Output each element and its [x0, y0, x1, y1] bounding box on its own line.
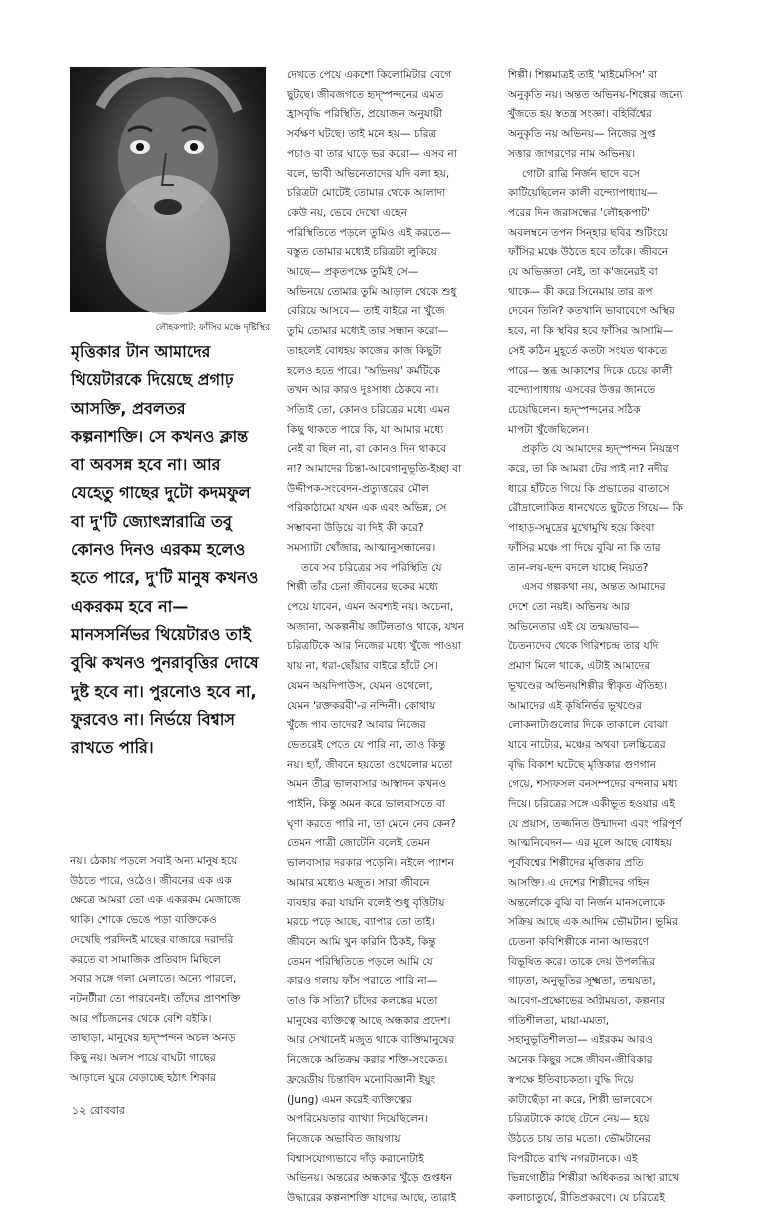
- paragraph: শিল্পী। শিল্পমাত্রই তাই 'মাইমেসিস' বা অনুকৃতি নয়। অন্তত অভিনয়-শিল্পের জন্যে খুঁজতে হয় স্বতন্ত্র সংজ্ঞা। বহির্বিশ্বের অনুকৃতি নয় অভিনয়— নিজের সুপ্ত সত্তার জাগরণের নাম অভিনয়।: [508, 69, 683, 160]
- article-column-middle: [287, 66, 497, 1205]
- paragraph: নয়। ঠেকায় পড়লে সবাই অন্য মানুষ হয়ে উঠতে পারে, ওঠেও। জীবনের এক এক ক্ষেত্রে আমরা তো এক একরকম মেজাজে থাকি। শোকে ভেঙে পড়া ব্যক্তিকেও দেখেছি পরদিনই মাছের বাজারে দরাদরি করতে বা সামাজিক প্রতিবাদ মিছিলে সবার সঙ্গে গলা মেলাতে। অন্যে পারলে, নটনটীরা তো পারবেনই। তাঁদের প্রাণশক্তি আর পাঁচজনের থেকে বেশি বইকি। তাছাড়া, মানুষের হৃদ্স্পন্দন অচল অনড় কিছু নয়। অলস পায়ে বাঘটা গাছের আড়ালে ঘুরে বেড়াচ্ছে হঠাৎ শিকার: [70, 855, 241, 1084]
- page-folio: ১২ রোববার: [72, 1104, 125, 1117]
- photo-caption: লৌহকপাট: ফাঁসির মঞ্চে দৃষ্টিস্থির: [155, 323, 270, 333]
- paragraph: এসব গল্পকথা নয়, অন্তত আমাদের দেশে তো নয়ই। অভিনয় আর অভিনেতার এই যে তন্ময়ভাব— চৈতন্যদেব থেকে গিরিশচন্দ্র তার যদি প্রমাণ মিলে থাকে, এটাই আমাদের ভূখণ্ডের অভিনয়শিল্পীর স্বীকৃত ঐতিহ্য। আমাদের এই কৃষিনির্ভর ভূখণ্ডের লোকনাট্যগুলোর দিকে তাকালে বোঝা যাবে নাট্যের, মঞ্চের অথবা চলচ্চিত্রের বৃদ্ধি বিকাশ ঘটেছে মৃত্তিকার গুণগান গেয়ে, শস্যফসল বনসম্পদের বন্দনার মধ্য দিয়ে। চরিত্রের সঙ্গে একীভূত হওয়ার এই যে প্রয়াস, তজ্জনিত উন্মাদনা এবং পরিপূর্ণ আত্মনিবেদন— এর মূলে আছে বোধহয় পূর্ববিশ্বের শিল্পীদের মৃত্তিকার প্রতি আসক্তি। এ দেশের শিল্পীদের গহিন অন্তর্লোকে বুঝি বা নির্জন মানসলোকে সক্রিয় আছে এক আদিম ভৌমটান। ভূমির চেতনা কবিশিল্পীকে নানা আভরণে বিভূষিত করে। তাকে দেয় উপলব্ধির গাঢ়তা, অনুভূতির সূক্ষ্মতা, তন্ময়তা, আবেগ-প্রক্ষোভের অগ্নিময়তা, কল্পনার গতিশীলতা, মায়া-মমতা, সহানুভূতিশীলতা— এইরকম আরও অনেক কিছুর সঙ্গে জীবন-জীবিকার স্বপক্ষে ইতিবাচকতা। বুদ্ধি দিয়ে কাটাছেঁড়া না করে, শিল্পী ভালবেসে চরিত্রটাকে কাছে টেনে নেয়— হয়ে উঠতে চায় তার মতো। ভৌমটানের বিপরীতে রাখি নগরটানকে। এই ভিন্নগোষ্ঠীর শিল্পীরা অধিকতর আস্থা রাখে কলাচাতুর্যে, রীতিপ্রকরণে। যে চরিত্রেই: [508, 581, 682, 1205]
- paragraph: প্রকৃতি যে আমাদের হৃদ্স্পন্দন নিয়ন্ত্রণ করে, তা কি আমরা টের পাই না? নদীর ধারে হাঁটতে গিয়ে কি প্রভাতের বাতাসে রৌদ্রালোকিত ধানখেতে ছুটতে গিয়ে— কি পাহাড়-সমুদ্রের মুখোমুখি হয়ে কিংবা ফাঁসির মঞ্চে পা দিয়ে বুঝি না কি তার তান-লয়-ছন্দ বদলে যাচ্ছে নিয়ত?: [508, 443, 684, 574]
- paragraph: তবে সব চরিত্রের সব পরিস্থিতি যে শিল্পী তাঁর চেনা জীবনের ছকের মধ্যে পেয়ে যাবেন, এমন অবশ্যই নয়। অচেনা, অজানা, অকল্পনীয় জটিলতাও থাকে, যখন চরিত্রটিকে আর নিজের মধ্যে খুঁজে পাওয়া যায় না, ধরা-ছোঁয়ার বাইরে হাঁটে সে। যেমন অয়দিপাউস, যেমন ওথেলো, যেমন 'রক্তকরবী'-র নন্দিনী। কোথায় খুঁজে পাব তাদের? আবার নিজের ভেতরেই পেতে যে পারি না, তাও কিন্তু নয়। হ্যাঁ, জীবনে হয়তো ওথেলোর মতো অমন তীব্র ভালবাসার আস্বাদন কখনও পাইনি, কিন্তু অমন করে ভালবাসতে বা ঘৃণা করতে পারি না, তা মেনে নেব কেন? তেমন পাত্রী জোটেনি বলেই তেমন ভালবাসার দরকার পড়েনি। নইলে প্যাশন আমার মধ্যেও মজুত। সারা জীবনে ব্যবহার করা যায়নি বলেই শুধু বৃত্তিটায় মরচে পড়ে আছে, ব্যাপার তো তাই। জীবনে আমি খুন করিনি ঠিকই, কিন্তু তেমন পরিস্থিতিতে পড়লে আমি যে কারও গলায় ফাঁস পরাতে পারি না— তাও কি সত্যি? চাঁদের কলঙ্কের মতো মানুষের ব্যক্তিত্বে আছে অন্ধকার প্রদেশ। আর সেখানেই মজুত থাকে ব্যক্তিমানুষের নিজেকে অতিক্রম করার শক্তি-সংকেত। ফ্রয়েডীয় চিন্তাবিদ মনোবিজ্ঞানী ইয়ুং (Jung) এমন করেই ব্যক্তিত্বের অপরিমেয়তার ব্যাখ্যা দিয়েছিলেন। নিজেকে অভাবিত জায়গায় বিশ্বাসযোগ্যভাবে দাঁড় করানোটাই অভিনয়। অন্তরের অন্ধকার খুঁড়ে গুপ্তধন উদ্ধারের কল্পনাশক্তি যাদের আছে, তারাই: [287, 561, 465, 1205]
- film-still-photo: [70, 67, 266, 312]
- paragraph: গোটা রাত্রি নির্জন ছাদে বসে কাটিয়েছিলেন কালী বন্দ্যোপাধ্যায়— পরের দিন জরাসন্ধের 'লৌহকপাট' অবলম্বনে তপন সিন্হার ছবির শুটিংয়ে ফাঁসির মঞ্চে উঠতে হবে তাঁকে। জীবনে যে অভিজ্ঞতা নেই, তা ক'জনেরই বা থাকে— কী করে সিনেমায় তার রূপ দেবেন তিনি? কতখানি ভাবাবেগে অস্থির হবে, না কি স্থবির হবে ফাঁসির আসামি— সেই কঠিন মুহূর্তে কতটা সংযত থাকতে পারে— স্তব্ধ আকাশের দিকে চেয়ে কালী বন্দ্যোপাধ্যায় এসবের উত্তর জানতে চেয়েছিলেন। হৃদ্স্পন্দনের সঠিক মাপটা খুঁজেছিলেন।: [508, 167, 675, 436]
- pull-quote: মৃত্তিকার টান আমাদের থিয়েটারকে দিয়েছে প্রগাঢ় আসক্তি, প্রবলতর কল্পনাশক্তি। সে কখনও ক্লান্ত বা অবসন্ন হবে না। আর যেহেতু গাছের দুটো কদমফুল বা দু'টি জ্যোৎস্নারাত্রি তবু কোনও দিনও এরকম হলেও হতে পারে, দু'টি মানুষ কখনও একরকম হবে না— মানসসর্নিভর থিয়েটারও তাই বুঝি কখনও পুনরাবৃত্তির দোষে দুষ্ট হবে না। পুরনোও হবে না, ফুরবেও না। নির্ভয়ে বিশ্বাস রাখতে পারি।: [71, 342, 259, 758]
- paragraph: দেখতে পেয়ে একশো কিলোমিটার বেগে ছুটছে। জীবজগতে হৃদ্স্পন্দনের এমত হ্রাসবৃদ্ধি পরিস্থিতি, প্রয়োজন অনুযায়ী সর্বক্ষণ ঘটছে। তাই মনে হয়— চরিত্র পচাও বা তার ঘাড়ে ভর করো— এসব না বলে, ভাবী অভিনেতাদের যদি বলা হয়, চরিত্রটা মোটেই তোমার থেকে আলাদা কেউ নয়, ভেবে দেখো এহেন পরিস্থিতিতে পড়লে তুমিও এই করতে— বস্তুত তোমার মধ্যেই চরিত্রটা লুকিয়ে আছে— প্রকৃতপক্ষে তুমিই সে— অভিনয়ে তোমার তুমি আড়াল থেকে শুধু বেরিয়ে আসবে— তাই বাইরে না খুঁজে তুমি তোমার মধ্যেই তার সন্ধান করো— তাহলেই বোধহয় কাজের কাজ কিছুটা হলেও হতে পারে। 'অভিনয়' কর্মটিকে তখন আর কারও দুঃসাধ্য ঠেকবে না। সত্যিই তো, কোনও চরিত্রের মধ্যে এমন কিছু থাকতে পারে কি, যা আমার মধ্যে নেই বা ছিল না, বা কোনও দিন থাকবে না? আমাদের চিন্তা-আবেগানুভূতি-ইচ্ছা বা উদ্দীপক-সংবেদন-প্রত্যুত্তরের মৌল পরিকাঠামো যখন এক এবং অভিন্ন, সে সম্ভাবনা উড়িয়ে বা দিই কী করে? সমস্যাটা খোঁজার, আত্মানুসন্ধানের।: [287, 69, 462, 554]
- film-still-bearded-man-icon: [70, 67, 266, 312]
- article-column-left: [70, 852, 273, 1087]
- article-column-right: [508, 66, 722, 1205]
